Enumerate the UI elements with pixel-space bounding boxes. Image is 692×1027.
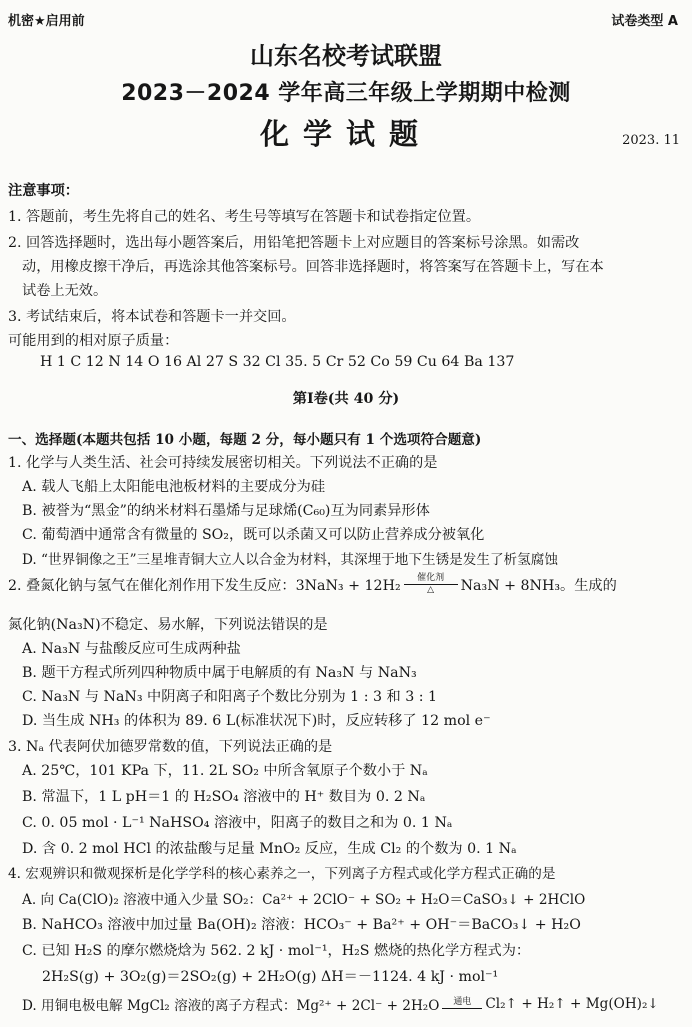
stem-part: 2. 叠氮化钠与氢气在催化剂作用下发生反应：3NaN₃ + 12H₂: [8, 577, 401, 594]
option-b: B. 题干方程式所列四种物质中属于电解质的有 Na₃N 与 NaN₃: [22, 665, 417, 681]
note-item: 1. 答题前，考生先将自己的姓名、考生号等填写在答题卡和试卷指定位置。: [8, 209, 481, 225]
option-c: C. 葡萄酒中通常含有微量的 SO₂，既可以杀菌又可以防止营养成分被氧化: [22, 527, 485, 543]
option-b: B. 常温下，1 L pH＝1 的 H₂SO₄ 溶液中的 H⁺ 数目为 0. 2 Nₐ: [22, 789, 426, 805]
reaction-condition: [442, 998, 482, 1010]
option-d: D. 当生成 NH₃ 的体积为 89. 6 L(标准状况下)时，反应转移了 12 mol e⁻: [22, 713, 491, 729]
question-stem: 3. Nₐ 代表阿伏加德罗常数的值，下列说法正确的是: [8, 739, 333, 755]
confidential-mark: 机密★启用前: [8, 14, 85, 29]
electrolysis-label: 通电: [453, 997, 472, 1007]
option-a: A. Na₃N 与盐酸反应可生成两种盐: [22, 641, 241, 657]
section-title: 一、选择题(本题共包括 10 小题，每题 2 分，每小题只有 1 个选项符合题意): [8, 432, 482, 448]
subject-title: 化学试题: [259, 117, 432, 151]
option-a: A. 载人飞船上太阳能电池板材料的主要成分为硅: [22, 479, 326, 495]
question-stem: [8, 574, 617, 595]
note-item: 动，用橡皮擦干净后，再选涂其他答案标号。回答非选择题时，将答案写在答题卡上，写在本: [22, 259, 604, 275]
option-c: C. 0. 05 mol · L⁻¹ NaHSO₄ 溶液中，阳离子的数目之和为 0. 1 Nₐ: [22, 815, 453, 831]
option-d: D. “世界铜像之王”三星堆青铜大立人以合金为材料，其深埋于地下生锈是发生了析氢腐蚀: [22, 552, 558, 568]
exam-date: 2023. 11: [622, 133, 680, 148]
option-c: C. 已知 H₂S 的摩尔燃烧焓为 562. 2 kJ · mol⁻¹，H₂S 燃烧的热化学方程式为：: [22, 943, 531, 959]
question-stem-cont: 氮化钠(Na₃N)不稳定、易水解，下列说法错误的是: [8, 617, 328, 633]
catalyst-label: 催化剂: [417, 573, 445, 583]
option-b: B. 被誉为“黑金”的纳米材料石墨烯与足球烯(C₆₀)互为同素异形体: [22, 503, 430, 519]
alliance-title: 山东名校考试联盟: [250, 42, 442, 70]
notes-title: 注意事项：: [8, 183, 79, 199]
option-c: C. Na₃N 与 NaN₃ 中阴离子和阳离子个数比分别为 1 : 3 和 3 : 1: [22, 689, 438, 705]
part-title: 第Ⅰ卷(共 40 分): [292, 391, 400, 407]
note-item: 3. 考试结束后，将本试卷和答题卡一并交回。: [8, 309, 296, 325]
option-d-part: D. 用铜电极电解 MgCl₂ 溶液的离子方程式：Mg²⁺ + 2Cl⁻ + 2H₂O: [22, 998, 440, 1014]
option-b: B. NaHCO₃ 溶液中加过量 Ba(OH)₂ 溶液：HCO₃⁻ + Ba²⁺ + OH⁻＝BaCO₃↓ + H₂O: [22, 917, 581, 933]
thermochemical-equation: 2H₂S(g) + 3O₂(g)＝2SO₂(g) + 2H₂O(g) ΔH＝－1124. 4 kJ · mol⁻¹: [42, 969, 499, 985]
question-stem: 1. 化学与人类生活、社会可持续发展密切相关。下列说法不正确的是: [8, 455, 438, 471]
reaction-condition: [404, 574, 458, 595]
option-d-part: Cl₂↑ + H₂↑ + Mg(OH)₂↓: [485, 996, 659, 1012]
option-d: [22, 994, 659, 1014]
note-item: 试卷上无效。: [22, 283, 108, 299]
equals-arrow: [442, 1008, 482, 1009]
option-d: D. 含 0. 2 mol HCl 的浓盐酸与足量 MnO₂ 反应，生成 Cl₂ 的个数为 0. 1 Nₐ: [22, 841, 517, 857]
option-a: A. 25℃，101 KPa 下，11. 2L SO₂ 中所含氧原子个数小于 Nₐ: [22, 763, 428, 779]
atomic-mass-label: 可能用到的相对原子质量：: [8, 333, 179, 349]
note-item: 2. 回答选择题时，选出每小题答案后，用铅笔把答题卡上对应题目的答案标号涂黑。如需改: [8, 235, 580, 251]
exam-title: 2023－2024 学年高三年级上学期期中检测: [121, 81, 571, 106]
stem-part: Na₃N + 8NH₃。生成的: [460, 577, 617, 594]
heat-symbol: △: [427, 585, 435, 595]
atomic-mass-list: H 1 C 12 N 14 O 16 Al 27 S 32 Cl 35. 5 Cr 52 Co 59 Cu 64 Ba 137: [40, 354, 515, 370]
option-a: A. 向 Ca(ClO)₂ 溶液中通入少量 SO₂：Ca²⁺ + 2ClO⁻ + SO₂ + H₂O＝CaSO₃↓ + 2HClO: [22, 892, 586, 908]
paper-type: 试卷类型 A: [611, 14, 678, 29]
question-stem: 4. 宏观辨识和微观探析是化学学科的核心素养之一，下列离子方程式或化学方程式正确的是: [8, 866, 556, 882]
